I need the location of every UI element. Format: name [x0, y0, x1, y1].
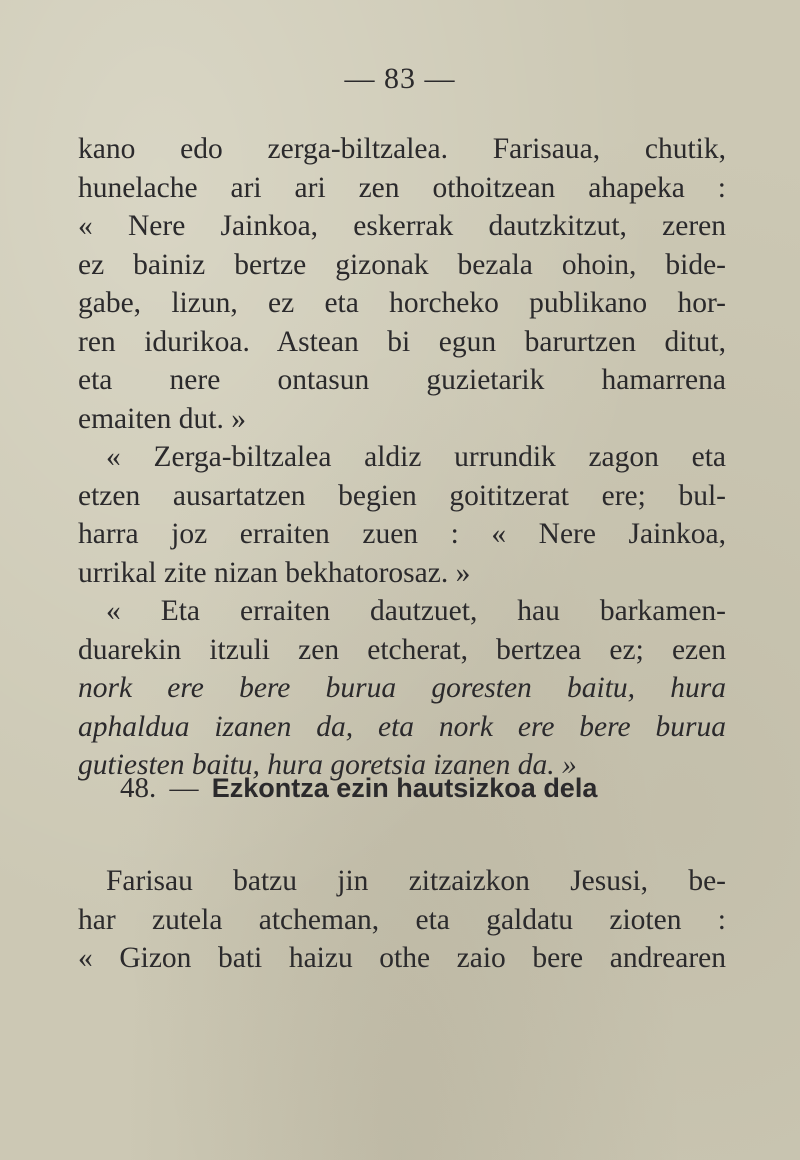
- text-line: ez bainiz bertze gizonak bezala ohoin, bide-: [78, 248, 726, 281]
- text-line: « Nere Jainkoa, eskerrak dautzkitzut, zeren: [78, 210, 726, 242]
- text-line: kano edo zerga-biltzalea. Farisaua, chutik,: [78, 133, 726, 165]
- text-line: harra joz erraiten zuen : « Nere Jainkoa,: [78, 518, 726, 550]
- text-line: emaiten dut. »: [78, 402, 246, 435]
- text-line: « Eta erraiten dautzuet, hau barkamen-: [106, 595, 726, 627]
- text-line: gabe, lizun, ez eta horcheko publikano hor-: [78, 287, 726, 319]
- section-body-text: [78, 862, 726, 978]
- text-line-italic: gutiesten baitu, hura goretsia izanen da. »: [78, 749, 577, 781]
- text-line: har zutela atcheman, eta galdatu zioten :: [78, 903, 726, 936]
- text-line: eta nere ontasun guzietarik hamarrena: [78, 364, 726, 396]
- section-number: 48.: [120, 772, 157, 804]
- text-line: « Gizon bati haizu othe zaio bere andrearen: [78, 942, 726, 974]
- page-number: — 83 —: [344, 62, 456, 95]
- text-line-italic: aphaldua izanen da, eta nork ere bere burua: [78, 710, 726, 743]
- body-text: [78, 130, 726, 785]
- section-title: Ezkontza ezin hautsizkoa dela: [211, 773, 598, 803]
- section-dash: —: [169, 772, 199, 804]
- text-line: hunelache ari ari zen othoitzean ahapeka :: [78, 171, 726, 204]
- section-heading: [120, 772, 597, 805]
- text-line: duarekin itzuli zen etcherat, bertzea ez; ezen: [78, 633, 726, 666]
- text-line: urrikal zite nizan bekhatorosaz. »: [78, 556, 471, 589]
- text-line: etzen ausartatzen begien goititzerat ere; bul-: [78, 479, 726, 512]
- text-line: Farisau batzu jin zitzaizkon Jesusi, be-: [106, 865, 726, 897]
- text-line: ren idurikoa. Astean bi egun barurtzen ditut,: [78, 325, 726, 358]
- text-line-italic: nork ere bere burua goresten baitu, hura: [78, 672, 726, 704]
- text-line: « Zerga-biltzalea aldiz urrundik zagon eta: [106, 441, 726, 473]
